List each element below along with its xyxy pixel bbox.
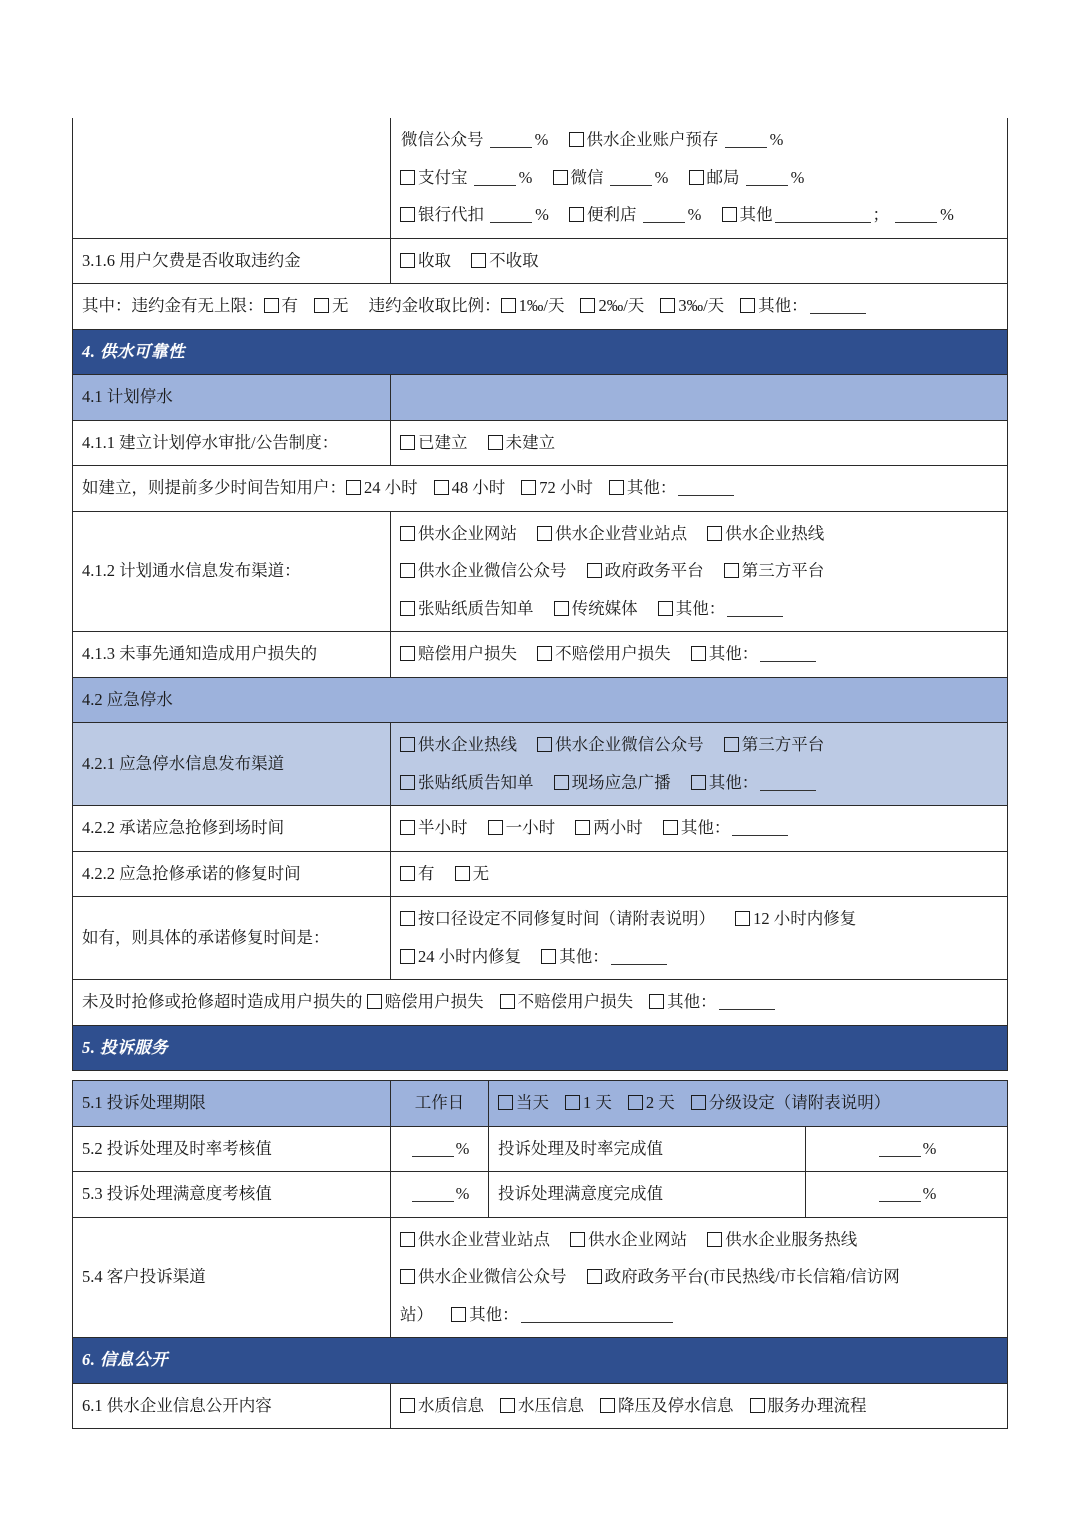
blank-input[interactable] — [879, 1185, 921, 1203]
row-54-continuation: 站） — [400, 1304, 433, 1324]
table-row — [73, 238, 1008, 284]
option-convenience-store[interactable]: 便利店 % — [569, 200, 701, 231]
option-24h[interactable]: 24 小时 — [346, 473, 418, 504]
row-54-label: 5.4 客户投诉渠道 — [73, 1217, 391, 1338]
blank-input[interactable] — [746, 168, 788, 186]
option-not-charge[interactable]: 不收取 — [471, 246, 539, 277]
option-water-pressure-info[interactable]: 水压信息 — [500, 1391, 584, 1422]
payment-line-2 — [400, 163, 998, 194]
option-hotline[interactable]: 供水企业热线 — [400, 730, 517, 761]
option-compensate[interactable]: 赔偿用户损失 — [400, 639, 517, 670]
checkbox-icon[interactable] — [658, 601, 673, 616]
blank-input[interactable] — [412, 1185, 454, 1203]
option-rate-3[interactable]: 3‰/天 — [660, 291, 724, 322]
option-service-process[interactable]: 服务办理流程 — [750, 1391, 867, 1422]
table-row — [73, 1172, 1008, 1218]
option-wechat-official-account: 微信公众号 % — [401, 130, 549, 149]
row-delay-repair — [73, 980, 1008, 1026]
row-repair-label: 如有，则具体的承诺修复时间是： — [73, 897, 391, 980]
row-422a-options — [391, 806, 1008, 852]
blank-input[interactable] — [719, 993, 775, 1011]
option-rate-1[interactable]: 1‰/天 — [501, 291, 565, 322]
checkbox-icon[interactable] — [649, 994, 664, 1009]
row-54-line-1 — [400, 1225, 998, 1256]
checkbox-icon[interactable] — [400, 646, 415, 661]
option-paper-notice[interactable]: 张贴纸质告知单 — [400, 594, 534, 625]
table-row — [73, 375, 1008, 421]
row-52-target-value: % — [391, 1126, 489, 1172]
option-other[interactable]: 其他： — [541, 942, 669, 973]
payment-line-3 — [400, 200, 998, 231]
complaint-service-subtable — [72, 1080, 1008, 1429]
checkbox-icon[interactable] — [609, 480, 624, 495]
checkbox-icon[interactable] — [663, 820, 678, 835]
checkbox-icon[interactable] — [569, 207, 584, 222]
checkbox-icon[interactable] — [691, 646, 706, 661]
table-row — [73, 1217, 1008, 1338]
option-other[interactable]: 其他： — [649, 987, 777, 1018]
option-24h-repair[interactable]: 24 小时内修复 — [400, 942, 521, 973]
checkbox-icon[interactable] — [500, 994, 515, 1009]
checkbox-icon[interactable] — [501, 298, 516, 313]
blank-input[interactable] — [490, 131, 532, 149]
blank-input[interactable] — [521, 1305, 673, 1323]
checkbox-icon[interactable] — [707, 526, 722, 541]
checkbox-icon[interactable] — [722, 207, 737, 222]
checkbox-icon[interactable] — [554, 601, 569, 616]
checkbox-icon[interactable] — [554, 775, 569, 790]
table-row — [73, 118, 1008, 238]
blank-input[interactable] — [879, 1139, 921, 1157]
row-421-line-1 — [400, 730, 998, 761]
option-service-hotline[interactable]: 供水企业服务热线 — [707, 1225, 857, 1256]
option-1-day[interactable]: 1 天 — [565, 1088, 612, 1119]
checkbox-icon[interactable] — [724, 563, 739, 578]
option-rate-2[interactable]: 2‰/天 — [580, 291, 644, 322]
row-repair-line-2 — [400, 942, 998, 973]
option-tiered[interactable]: 分级设定（请附表说明） — [691, 1088, 891, 1119]
table-row — [73, 1081, 1008, 1127]
row-notice-label: 如建立，则提前多少时间告知用户： — [82, 478, 346, 498]
checkbox-icon[interactable] — [400, 526, 415, 541]
option-yes[interactable]: 有 — [400, 859, 435, 890]
option-other[interactable]: 其他： — [451, 1300, 675, 1331]
checkbox-icon[interactable] — [628, 1095, 643, 1110]
option-onsite-broadcast[interactable]: 现场应急广播 — [554, 768, 671, 799]
table-row — [73, 851, 1008, 897]
checkbox-icon[interactable] — [264, 298, 279, 313]
blank-input[interactable] — [760, 773, 816, 791]
checkbox-icon[interactable] — [689, 170, 704, 185]
option-gov-platform[interactable]: 政府政务平台 — [587, 556, 704, 587]
option-wechat-official-account[interactable]: 供水企业微信公众号 — [537, 730, 704, 761]
checkbox-icon[interactable] — [570, 1232, 585, 1247]
option-no-cap[interactable]: 无 — [314, 291, 349, 322]
row-repair-options — [391, 897, 1008, 980]
blank-input[interactable] — [895, 206, 937, 224]
row-53-label: 5.3 投诉处理满意度考核值 — [73, 1172, 391, 1218]
row-412-line-2 — [400, 556, 998, 587]
checkbox-icon[interactable] — [400, 435, 415, 450]
row-412-line-1 — [400, 519, 998, 550]
option-pressure-drop-outage-info[interactable]: 降压及停水信息 — [600, 1391, 734, 1422]
option-wechat-official-account[interactable]: 供水企业微信公众号 — [400, 1262, 567, 1293]
payment-channels-label-cell — [73, 118, 391, 238]
row-52-label: 5.2 投诉处理及时率考核值 — [73, 1126, 391, 1172]
row-54-options — [391, 1217, 1008, 1338]
option-48h[interactable]: 48 小时 — [434, 473, 506, 504]
blank-input[interactable] — [775, 206, 871, 224]
row-411-label: 4.1.1 建立计划停水审批/公告制度： — [73, 420, 391, 466]
row-52-actual-label: 投诉处理及时率完成值 — [489, 1126, 806, 1172]
row-413-options — [391, 632, 1008, 678]
option-72h[interactable]: 72 小时 — [521, 473, 593, 504]
checkbox-icon[interactable] — [400, 911, 415, 926]
checkbox-icon[interactable] — [471, 253, 486, 268]
option-hotline[interactable]: 供水企业热线 — [707, 519, 824, 550]
option-established[interactable]: 已建立 — [400, 428, 468, 459]
checkbox-icon[interactable] — [565, 1095, 580, 1110]
option-alipay[interactable]: 支付宝 % — [400, 163, 532, 194]
checkbox-icon[interactable] — [400, 775, 415, 790]
option-two-hours[interactable]: 两小时 — [575, 813, 643, 844]
row-repair-line-1 — [400, 904, 998, 935]
row-52-actual-value: % — [806, 1126, 1008, 1172]
checkbox-icon[interactable] — [434, 480, 449, 495]
checkbox-icon[interactable] — [367, 994, 382, 1009]
checkbox-icon[interactable] — [740, 298, 755, 313]
checkbox-icon[interactable] — [488, 435, 503, 450]
subheader-41-blank — [391, 375, 1008, 421]
checkbox-icon[interactable] — [580, 298, 595, 313]
option-post-office[interactable]: 邮局 % — [689, 163, 805, 194]
option-business-office[interactable]: 供水企业营业站点 — [537, 519, 687, 550]
row-penalty-cap — [73, 284, 1008, 330]
payment-line-1 — [400, 125, 998, 156]
blank-input[interactable] — [760, 645, 816, 663]
option-same-day[interactable]: 当天 — [498, 1088, 549, 1119]
row-422b-options — [391, 851, 1008, 897]
checkbox-icon[interactable] — [691, 1095, 706, 1110]
checkbox-icon[interactable] — [314, 298, 329, 313]
option-compensate[interactable]: 赔偿用户损失 — [367, 987, 484, 1018]
section-header-5: 5. 投诉服务 — [73, 1025, 1008, 1071]
table-row — [73, 677, 1008, 723]
option-no[interactable]: 无 — [455, 859, 490, 890]
checkbox-icon[interactable] — [400, 1398, 415, 1413]
blank-input[interactable] — [490, 206, 532, 224]
option-not-compensate[interactable]: 不赔偿用户损失 — [500, 987, 634, 1018]
option-third-party-platform[interactable]: 第三方平台 — [724, 556, 825, 587]
table-row — [73, 806, 1008, 852]
row-422a-label: 4.2.2 承诺应急抢修到场时间 — [73, 806, 391, 852]
row-421-line-2 — [400, 768, 998, 799]
option-2-days[interactable]: 2 天 — [628, 1088, 675, 1119]
option-bank-deduction[interactable]: 银行代扣 % — [400, 200, 549, 231]
option-prestore-account[interactable]: 供水企业账户预存 % — [569, 125, 784, 156]
checkbox-icon[interactable] — [400, 949, 415, 964]
option-company-website[interactable]: 供水企业网站 — [400, 519, 517, 550]
option-wechat-official-account[interactable]: 供水企业微信公众号 — [400, 556, 567, 587]
service-standard-form-table — [72, 118, 1008, 1071]
section-header-6: 6. 信息公开 — [73, 1338, 1008, 1384]
row-422b-label: 4.2.2 应急抢修承诺的修复时间 — [73, 851, 391, 897]
row-316-options — [391, 238, 1008, 284]
table-row — [73, 632, 1008, 678]
checkbox-icon[interactable] — [451, 1307, 466, 1322]
checkbox-icon[interactable] — [587, 563, 602, 578]
blank-input[interactable] — [725, 131, 767, 149]
blank-input[interactable] — [678, 479, 734, 497]
option-other[interactable]: 其他 ； % — [722, 200, 954, 231]
option-by-diameter[interactable]: 按口径设定不同修复时间（请附表说明） — [400, 904, 715, 935]
checkbox-icon[interactable] — [537, 526, 552, 541]
table-row — [73, 1126, 1008, 1172]
checkbox-icon[interactable] — [600, 1398, 615, 1413]
table-row — [73, 420, 1008, 466]
option-third-party-platform[interactable]: 第三方平台 — [724, 730, 825, 761]
penalty-rate-label: 违约金收取比例： — [368, 296, 501, 316]
table-row — [73, 723, 1008, 806]
table-row — [73, 897, 1008, 980]
option-other[interactable]: 其他： — [658, 594, 786, 625]
checkbox-icon[interactable] — [346, 480, 361, 495]
option-company-website[interactable]: 供水企业网站 — [570, 1225, 687, 1256]
option-has-cap[interactable]: 有 — [264, 291, 299, 322]
row-54-line-2 — [400, 1262, 998, 1293]
option-business-office[interactable]: 供水企业营业站点 — [400, 1225, 550, 1256]
penalty-prefix: 其中：违约金有无上限： — [82, 296, 264, 316]
table-row — [73, 511, 1008, 632]
row-61-options — [391, 1383, 1008, 1429]
row-316-label: 3.1.6 用户欠费是否收取违约金 — [73, 238, 391, 284]
checkbox-icon[interactable] — [500, 1398, 515, 1413]
row-notice-leadtime — [73, 466, 1008, 512]
option-not-compensate[interactable]: 不赔偿用户损失 — [537, 639, 671, 670]
row-51-unit: 工作日 — [391, 1081, 489, 1127]
checkbox-icon[interactable] — [488, 820, 503, 835]
blank-input[interactable] — [474, 168, 516, 186]
checkbox-icon[interactable] — [691, 775, 706, 790]
option-paper-notice[interactable]: 张贴纸质告知单 — [400, 768, 534, 799]
checkbox-icon[interactable] — [575, 820, 590, 835]
table-row — [73, 980, 1008, 1026]
option-charge[interactable]: 收取 — [400, 246, 451, 277]
checkbox-icon[interactable] — [400, 1232, 415, 1247]
checkbox-icon[interactable] — [750, 1398, 765, 1413]
option-gov-platform[interactable]: 政府政务平台(市民热线/市长信箱/信访网 — [587, 1262, 900, 1293]
payment-channels-options-cell — [391, 118, 1008, 238]
option-one-hour[interactable]: 一小时 — [488, 813, 556, 844]
table-row — [73, 1338, 1008, 1384]
option-half-hour[interactable]: 半小时 — [400, 813, 468, 844]
checkbox-icon[interactable] — [498, 1095, 513, 1110]
checkbox-icon[interactable] — [569, 132, 584, 147]
row-delay-label: 未及时抢修或抢修超时造成用户损失的 — [82, 992, 363, 1012]
checkbox-icon[interactable] — [400, 563, 415, 578]
row-413-label: 4.1.3 未事先通知造成用户损失的 — [73, 632, 391, 678]
option-traditional-media[interactable]: 传统媒体 — [554, 594, 638, 625]
blank-input[interactable] — [732, 819, 788, 837]
row-61-label: 6.1 供水企业信息公开内容 — [73, 1383, 391, 1429]
checkbox-icon[interactable] — [400, 207, 415, 222]
table-row — [73, 1383, 1008, 1429]
option-other[interactable]: 其他： — [691, 768, 819, 799]
checkbox-icon[interactable] — [400, 253, 415, 268]
checkbox-icon[interactable] — [400, 1269, 415, 1284]
row-53-target-value: % — [391, 1172, 489, 1218]
checkbox-icon[interactable] — [521, 480, 536, 495]
table-row — [73, 1025, 1008, 1071]
checkbox-icon[interactable] — [660, 298, 675, 313]
row-51-label: 5.1 投诉处理期限 — [73, 1081, 391, 1127]
table-row — [73, 284, 1008, 330]
blank-input[interactable] — [727, 599, 783, 617]
checkbox-icon[interactable] — [541, 949, 556, 964]
row-54-line-3 — [400, 1300, 998, 1331]
checkbox-icon[interactable] — [400, 170, 415, 185]
checkbox-icon[interactable] — [724, 737, 739, 752]
checkbox-icon[interactable] — [537, 646, 552, 661]
checkbox-icon[interactable] — [455, 866, 470, 881]
option-not-established[interactable]: 未建立 — [488, 428, 556, 459]
option-other[interactable]: 其他： — [691, 639, 819, 670]
row-421-options — [391, 723, 1008, 806]
blank-input[interactable] — [412, 1139, 454, 1157]
option-rate-other[interactable]: 其他： — [740, 291, 868, 322]
checkbox-icon[interactable] — [553, 170, 568, 185]
blank-input[interactable] — [611, 947, 667, 965]
checkbox-icon[interactable] — [537, 737, 552, 752]
checkbox-icon[interactable] — [400, 866, 415, 881]
blank-input[interactable] — [610, 168, 652, 186]
checkbox-icon[interactable] — [400, 737, 415, 752]
checkbox-icon[interactable] — [587, 1269, 602, 1284]
blank-input[interactable] — [643, 206, 685, 224]
row-411-options — [391, 420, 1008, 466]
row-53-actual-label: 投诉处理满意度完成值 — [489, 1172, 806, 1218]
option-wechat[interactable]: 微信 % — [553, 163, 669, 194]
section-header-4: 4. 供水可靠性 — [73, 329, 1008, 375]
table-row — [73, 466, 1008, 512]
checkbox-icon[interactable] — [400, 820, 415, 835]
row-51-options — [489, 1081, 1008, 1127]
row-421-label: 4.2.1 应急停水信息发布渠道 — [73, 723, 391, 806]
option-other[interactable]: 其他： — [663, 813, 791, 844]
subheader-41: 4.1 计划停水 — [73, 375, 391, 421]
row-412-line-3 — [400, 594, 998, 625]
row-412-label: 4.1.2 计划通水信息发布渠道： — [73, 511, 391, 632]
row-412-options — [391, 511, 1008, 632]
blank-input[interactable] — [810, 297, 866, 315]
checkbox-icon[interactable] — [707, 1232, 722, 1247]
checkbox-icon[interactable] — [400, 601, 415, 616]
option-water-quality-info[interactable]: 水质信息 — [400, 1391, 484, 1422]
checkbox-icon[interactable] — [735, 911, 750, 926]
row-53-actual-value: % — [806, 1172, 1008, 1218]
table-row — [73, 329, 1008, 375]
subheader-42: 4.2 应急停水 — [73, 677, 1008, 723]
option-12h-repair[interactable]: 12 小时内修复 — [735, 904, 856, 935]
option-other[interactable]: 其他： — [609, 473, 737, 504]
